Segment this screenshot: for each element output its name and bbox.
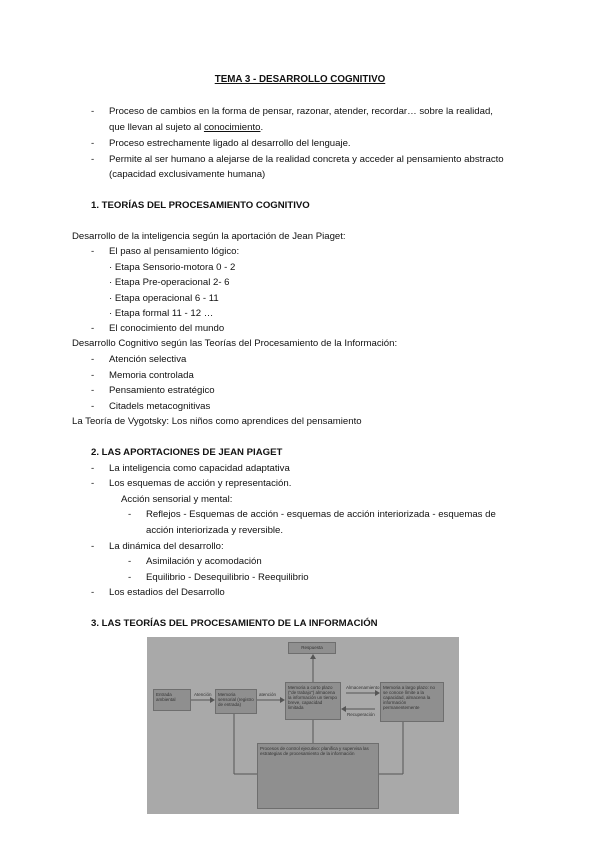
intro-item-1-line-2	[109, 122, 263, 134]
etapa-2: · Etapa Pre-operacional 2- 6	[109, 277, 230, 288]
intro-item-1-line-1: Proceso de cambios en la forma de pensar, razonar, atender, recordar… sobre la realidad,	[109, 106, 493, 117]
section-3-heading: 3. LAS TEORÍAS DEL PROCESAMIENTO DE LA INFORMACIÓN	[91, 618, 378, 629]
piaget-item-1: La inteligencia como capacidad adaptativa	[109, 463, 290, 474]
bullet-dash: -	[128, 572, 132, 583]
info-intro: Desarrollo Cognitivo según las Teorías del Procesamiento de la Información:	[72, 338, 398, 349]
label-atencion: Atención	[194, 692, 212, 697]
asimilacion: Asimilación y acomodación	[146, 556, 262, 567]
bullet-dash: -	[91, 354, 95, 365]
bullet-dash: -	[128, 556, 132, 567]
information-processing-diagram	[147, 637, 459, 814]
largo-plazo-box: Memoria a largo plazo: no se conoce límite a la capacidad, almacena la información permanentemente	[380, 682, 444, 722]
reflejos-line-2: acción interiorizada y reversible.	[146, 525, 284, 536]
intro-text: que llevan al sujeto al	[109, 122, 204, 133]
etapa-1: · Etapa Sensorio-motora 0 - 2	[109, 262, 236, 273]
piaget-item-2: Los esquemas de acción y representación.	[109, 478, 292, 489]
bullet-dash: -	[91, 323, 95, 334]
label-recuperacion: Recuperación	[347, 712, 375, 717]
section-1-heading: 1. TEORÍAS DEL PROCESAMIENTO COGNITIVO	[91, 200, 310, 211]
entrada-box: Entrada ambiental	[153, 689, 191, 711]
intro-item-3-line-1: Permite al ser humano a alejarse de la realidad concreta y acceder al pensamiento abstracto	[109, 154, 504, 165]
control-ejecutivo-box: Procesos de control ejecutivo: planifica y supervisa las estrategias de procesamiento de la información	[257, 743, 379, 809]
info-item-1: Atención selectiva	[109, 354, 187, 365]
vygotsky-line: La Teoría de Vygotsky: Los niños como aprendices del pensamiento	[72, 416, 362, 427]
section-2-heading: 2. LAS APORTACIONES DE JEAN PIAGET	[91, 447, 283, 458]
piaget-item-4: Los estadios del Desarrollo	[109, 587, 225, 598]
memoria-sensorial-box: Memoria sensorial (registro de entrada)	[215, 689, 257, 714]
bullet-dash: -	[91, 246, 95, 257]
respuesta-box: Respuesta	[288, 642, 336, 654]
accion-sensorial: Acción sensorial y mental:	[121, 494, 233, 505]
bullet-dash: -	[91, 138, 95, 149]
bullet-dash: -	[128, 509, 132, 520]
bullet-dash: -	[91, 587, 95, 598]
reflejos-line-1: Reflejos - Esquemas de acción - esquemas de acción interiorizada - esquemas de	[146, 509, 496, 520]
bullet-dash: -	[91, 463, 95, 474]
bullet-dash: -	[91, 401, 95, 412]
info-item-2: Memoria controlada	[109, 370, 194, 381]
info-item-4: Citadels metacognitivas	[109, 401, 211, 412]
label-atencion-2: atención	[259, 692, 277, 697]
corto-plazo-box: Memoria a corto plazo ("de trabajo") almacena la información un tiempo breve, capacidad limitada	[285, 682, 341, 720]
bullet-dash: -	[91, 106, 95, 117]
etapa-3: · Etapa operacional 6 - 11	[109, 293, 219, 304]
label-almacenamiento: Almacenamiento	[346, 685, 380, 690]
bullet-dash: -	[91, 370, 95, 381]
piaget-item-3: La dinámica del desarrollo:	[109, 541, 224, 552]
bullet-dash: -	[91, 385, 95, 396]
bullet-dash: -	[91, 478, 95, 489]
intro-item-3-line-2: (capacidad exclusivamente humana)	[109, 169, 266, 180]
intro-text: .	[260, 122, 264, 133]
paso-pensamiento: El paso al pensamiento lógico:	[109, 246, 240, 257]
info-item-3: Pensamiento estratégico	[109, 385, 215, 396]
etapa-4: · Etapa formal 11 - 12 …	[109, 308, 214, 319]
bullet-dash: -	[91, 541, 95, 552]
piaget-intro: Desarrollo de la inteligencia según la aportación de Jean Piaget:	[72, 231, 346, 242]
equilibrio: Equilibrio - Desequilibrio - Reequilibrio	[146, 572, 309, 583]
bullet-dash: -	[91, 154, 95, 165]
page-title: TEMA 3 - DESARROLLO COGNITIVO	[214, 74, 386, 85]
conocimiento-mundo: El conocimiento del mundo	[109, 323, 225, 334]
intro-item-2: Proceso estrechamente ligado al desarrollo del lenguaje.	[109, 138, 351, 149]
underlined-term: conocimiento	[203, 122, 261, 133]
